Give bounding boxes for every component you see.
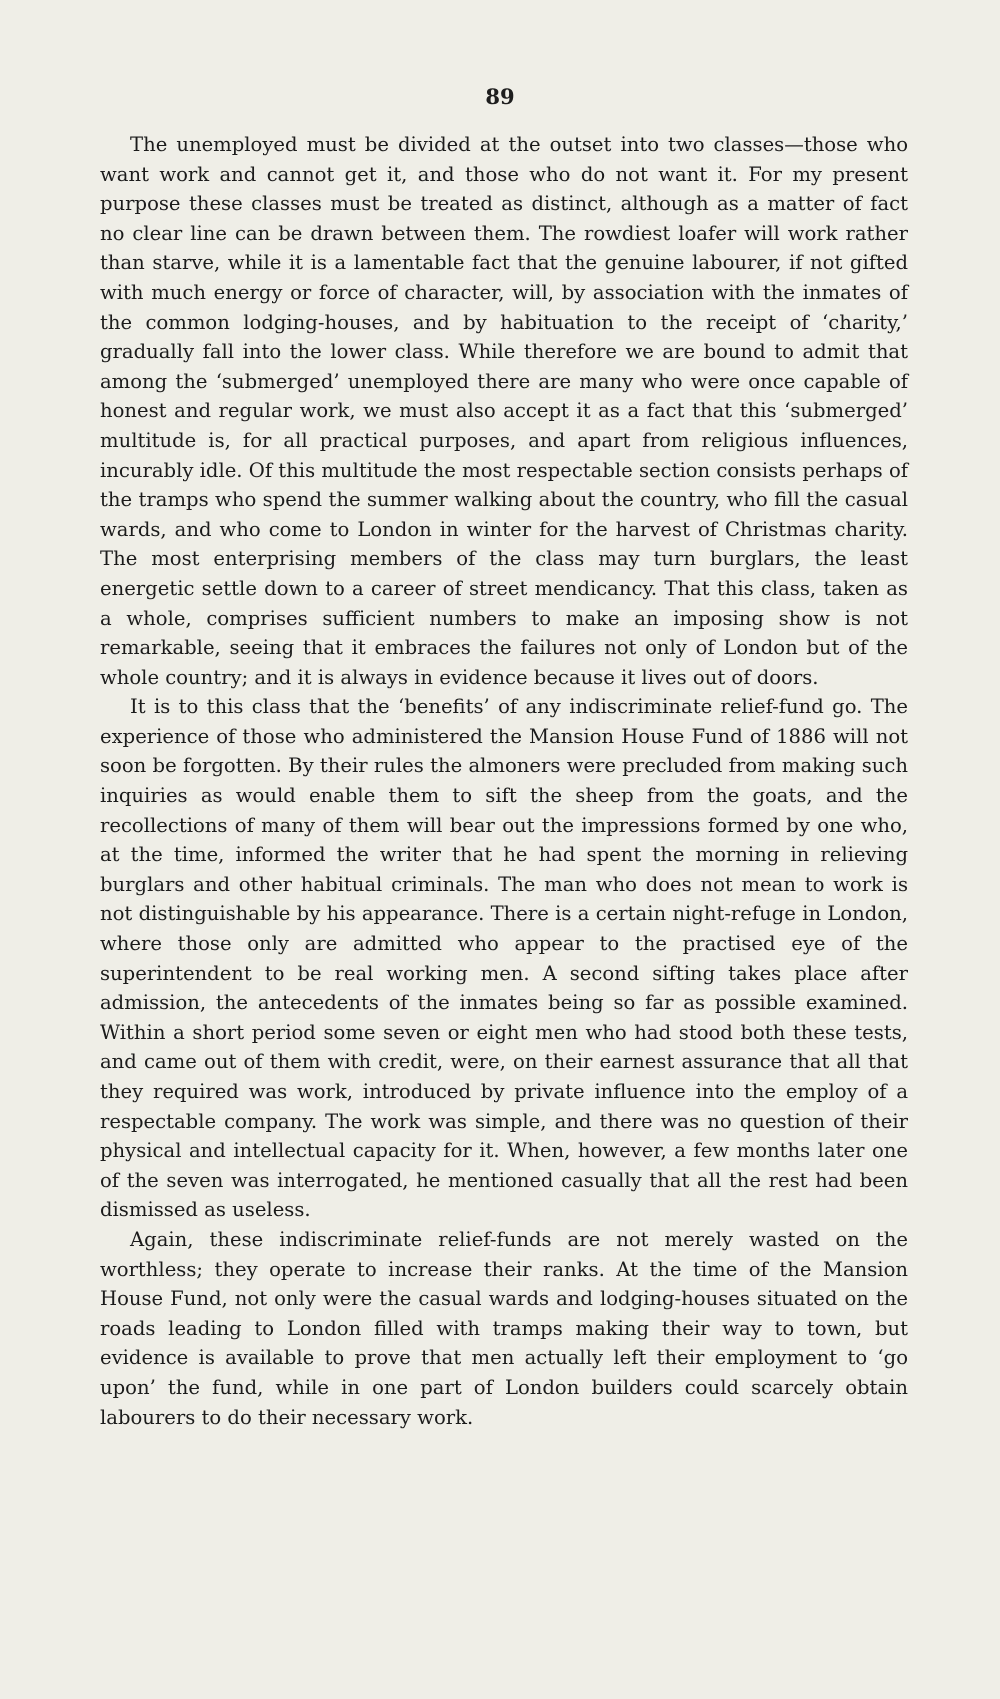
paragraph-relief-fund-benefits: It is to this class that the ‘benefits’ of any indiscriminate relief-fund go. The experience of those who administered the Mansion House Fund of 1886 will not soon be forgotten. By their rules the almoners were precluded from making such inquiries as would enable them to sift the sheep from the goats, and the recollections of many of them will bear out the impressions formed by one who, at the time, informed the writer that he had spent the morning in relieving burglars and other habitual criminals. The man who does not mean to work is not distinguishable by his appearance. There is a certain night-refuge in London, where those only are admitted who appear to the practised eye of the superintendent to be real working men. A second sifting takes place after admission, the antecedents of the inmates being so far as possible examined. Within a short period some seven or eight men who had stood both these tests, and came out of them with credit, were, on their earnest assurance that all that they required was work, introduced by private influence into the employ of a respectable company. The work was simple, and there was no question of their physical and intellectual capacity for it. When, however, a few months later one of the seven was interrogated, he mentioned casually that all the rest had been dismissed as useless. [100, 695, 908, 1222]
paragraph-unemployed-classes: The unemployed must be divided at the outset into two classes—those who want work and cannot get it, and those who do not want it. For my present purpose these classes must be treated as distinct, although as a matter of fact no clear line can be drawn between them. The rowdiest loafer will work rather than starve, while it is a lamentable fact that the genuine labourer, if not gifted with much energy or force of character, will, by association with the inmates of the common lodging-houses, and by habituation to the receipt of ‘charity,’ gradually fall into the lower class. While therefore we are bound to admit that among the ‘submerged’ unemployed there are many who were once capable of honest and regular work, we must also accept it as a fact that this ‘submerged’ multitude is, for all practical purposes, and apart from religious influences, incurably idle. Of this multitude the most respectable section consists perhaps of the tramps who spend the summer walking about the country, who fill the casual wards, and who come to London in winter for the harvest of Christmas charity. The most enterprising members of the class may turn burglars, the least energetic settle down to a career of street mendicancy. That this class, taken as a whole, comprises sufficient numbers to make an imposing show is not remarkable, seeing that it embraces the failures not only of London but of the whole country; and it is always in evidence because it lives out of doors. [100, 133, 908, 689]
page-number: 89 [485, 84, 515, 109]
paragraph-relief-fund-effects: Again, these indiscriminate relief-funds are not merely wasted on the worthless; they operate to increase their ranks. At the time of the Mansion House Fund, not only were the casual wards and lodging-houses situated on the roads leading to London filled with tramps making their way to town, but evidence is available to prove that men actually left their employment to ‘go upon’ the fund, while in one part of London builders could scarcely obtain labourers to do their necessary work. [100, 1227, 908, 1429]
body-text [100, 130, 908, 1432]
